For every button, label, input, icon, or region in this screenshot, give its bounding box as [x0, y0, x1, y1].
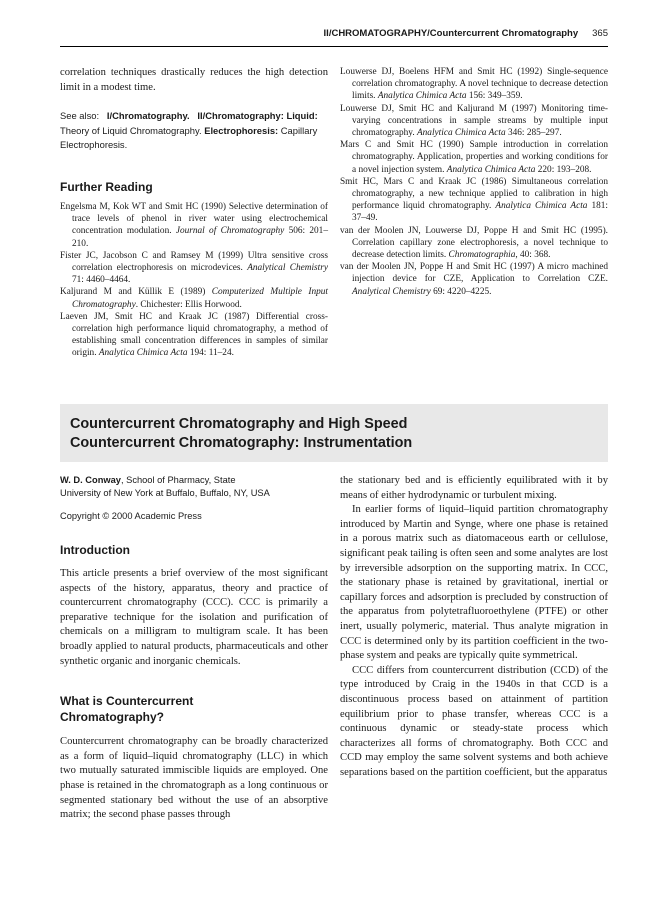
upper-right-column	[340, 66, 608, 298]
reference-source: Analytica Chimica Acta	[446, 164, 536, 175]
reference-text: Louwerse DJ, Boelens HFM and Smit HC (1992) Single-sequence correlation chromatography. A novel technique to decrease detection limits.	[340, 67, 608, 102]
reference-details: 69: 4220–4225.	[430, 286, 492, 297]
reference-text: Louwerse DJ, Smit HC and Kaljurand M (1997) Monitoring time-varying concentrations in sample streams by multiple input chromatography.	[340, 103, 608, 139]
running-head	[60, 28, 608, 44]
reference-details: 181: 37–49.	[352, 201, 608, 224]
reference-item	[340, 139, 608, 176]
introduction-heading: Introduction	[60, 543, 130, 557]
reference-details: 156: 349–359.	[466, 91, 523, 102]
reference-details: . Chichester: Ellis Horwood.	[135, 299, 242, 310]
reference-text: Laeven JM, Smit HC and Kraak JC (1987) Differential cross-correlation high performance liquid chromatography, a method of establishing small concentration differences in samples of similar origin.	[60, 311, 328, 359]
reference-text: Kaljurand M and Küllik E (1989)	[60, 287, 212, 298]
body-paragraph-1: the stationary bed and is efficiently equilibrated with it by means of either hydrodynamic or turbulent mixing.	[340, 475, 608, 501]
reference-details: 506: 201–210.	[72, 226, 328, 249]
article-title-box	[60, 404, 608, 462]
what-is-ccc-heading	[60, 693, 328, 725]
reference-text: Fister JC, Jacobson C and Ramsey M (1999) Ultra sensitive cross correlation electrophoresis on microdevices.	[60, 250, 328, 273]
reference-item	[60, 286, 328, 310]
reference-item	[340, 66, 608, 103]
references-left	[60, 201, 328, 360]
reference-source: Computerized Multiple Input Chromatography	[72, 287, 328, 310]
reference-item	[340, 225, 608, 262]
author-block	[60, 474, 328, 500]
reference-text: Engelsma M, Kok WT and Smit HC (1990) Selective determination of trace levels of phenol in river water using electrochemical concentration modulation.	[60, 201, 328, 237]
reference-item	[60, 311, 328, 360]
title-line-1: Countercurrent Chromatography and High Speed	[70, 416, 408, 432]
article-title	[70, 415, 600, 453]
reference-details: 194: 11–24.	[187, 348, 234, 359]
reference-source: Analytica Chimica Acta	[98, 348, 188, 359]
see-also-paragraph: See also: I/Chromatography. II/Chromatography: Liquid: Theory of Liquid Chromatography. Electrophoresis: Capillary Electrophoresis.	[60, 110, 318, 151]
see-also-link-liquid[interactable]: II/Chromatography: Liquid:	[197, 110, 318, 122]
reference-text: Mars C and Smit HC (1990) Sample introduction in correlation chromatography. Application, properties and working conditions for a novel injection system.	[340, 140, 608, 175]
author-name: W. D. Conway	[60, 475, 121, 485]
further-reading-heading: Further Reading	[60, 179, 153, 194]
reference-item	[60, 201, 328, 250]
upper-left-column	[60, 66, 328, 360]
author-affiliation-2: University of New York at Buffalo, Buffalo, NY, USA	[60, 488, 270, 498]
reference-source: Analytical Chemistry	[352, 286, 431, 297]
reference-details: 346: 285–297.	[505, 128, 562, 139]
reference-details: , 40: 368.	[515, 250, 551, 261]
introduction-paragraph: This article presents a brief overview of the most significant aspects of the history, apparatus, theory and practice of countercurrent chromatography (CCC). CCC is primarily a preparative technique for the isolation and purification of chemicals on a milligram to multigram scale. It has been broadly applied to natural products, pharmaceuticals and other synthetic organic and inorganic chemicals.	[60, 568, 328, 667]
reference-details: 220: 193–208.	[535, 164, 592, 175]
continuation-paragraph: correlation techniques drastically reduces the high detection limit in a modest time.	[60, 67, 328, 93]
reference-item	[340, 103, 608, 140]
references-right	[340, 66, 608, 298]
lower-left-column	[60, 474, 328, 823]
page-number: 365	[592, 28, 608, 39]
reference-source: Analytica Chimica Acta	[377, 91, 467, 102]
author-affiliation-1: , School of Pharmacy, State	[120, 475, 236, 485]
what-is-ccc-paragraph: Countercurrent chromatography can be broadly characterized as a form of liquid–liquid chromatography (LLC) in which two mutually saturated immiscible liquids are employed. One phase is retained in the chromatograph as a long continuous or segmented stationary bed without the use of an absorptive matrix; the second phase passes through	[60, 736, 328, 821]
reference-text: van der Moolen JN, Poppe H and Smit HC (1997) A micro machined injection device for CZE, Application to Correlation CZE.	[340, 262, 608, 285]
reference-source: Chromatographia	[448, 250, 516, 261]
reference-source: Analytica Chimica Acta	[416, 128, 506, 139]
reference-text: Smit HC, Mars C and Kraak JC (1986) Simultaneous correlation chromatography, a new technique applied to calibration in high performance liquid chromatography.	[340, 176, 608, 212]
reference-details: 71: 4460–4464.	[72, 275, 131, 286]
reference-item	[340, 176, 608, 225]
reference-source: Journal of Chromatography	[175, 226, 285, 237]
copyright-line: Copyright © 2000 Academic Press	[60, 511, 202, 521]
see-also-link-chromatography[interactable]: I/Chromatography.	[106, 110, 190, 122]
heading-line-1: What is Countercurrent	[60, 694, 194, 709]
reference-text: van der Moolen JN, Louwerse DJ, Poppe H and Smit HC (1995). Correlation capillary zone electrophoresis, a novel technique to decrease detection limits.	[340, 225, 608, 261]
header-rule	[60, 46, 608, 47]
reference-item	[60, 250, 328, 287]
heading-line-2: Chromatography?	[60, 710, 165, 725]
reference-source: Analytica Chimica Acta	[495, 201, 588, 212]
reference-source: Analytical Chemistry	[247, 262, 328, 273]
body-paragraph-2: In earlier forms of liquid–liquid partition chromatography introduced by Martin and Synge, where one phase is retained in a porous matrix such as diatomaceous earth or cellulose, significant peak tailing is often seen and some analytes are lost by irreversible adsorption on the supporting matrix. In CCC, the stationary phase is retained by gravitational, inertial or capillary forces and adsorption is precluded by construction of the apparatus from polytetrafluoroethylene (PTFE) or other inert, usually polymeric, material. Thus analyte migration in CCC is determined only by its partition coefficient in the two-phase system and peaks are typically quite symmetrical.	[340, 504, 608, 662]
see-also-link-electrophoresis[interactable]: Electrophoresis:	[204, 124, 279, 136]
lower-right-column	[340, 474, 608, 780]
reference-item	[340, 261, 608, 298]
body-paragraph-3: CCC differs from countercurrent distribution (CCD) of the type introduced by Craig in the 1940s in that CCD is a discontinuous process based on attainment of partition equilibrium prior to phase transfer, whereas CCC is a continuous dynamic or steady-state process which characterizes all forms of chromatography. Both CCC and CCD may employ the same solvent systems and both achieve separations based on the partition coefficient, but the apparatus	[340, 664, 608, 778]
title-line-2: Countercurrent Chromatography: Instrumentation	[70, 435, 413, 451]
running-head-title: II/CHROMATOGRAPHY/Countercurrent Chromatography	[323, 28, 579, 39]
